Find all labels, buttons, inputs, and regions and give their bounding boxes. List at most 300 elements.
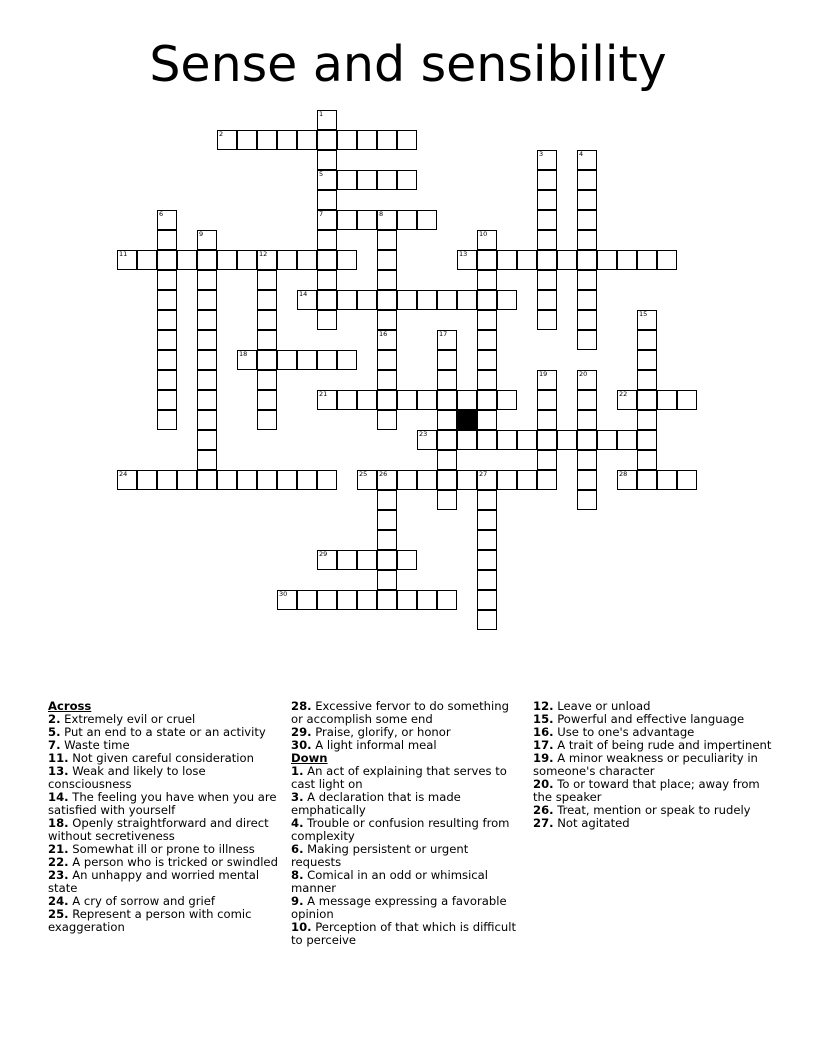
grid-cell[interactable] [637, 450, 657, 470]
grid-cell[interactable] [637, 430, 657, 450]
grid-cell[interactable] [317, 390, 337, 410]
grid-cell[interactable] [477, 330, 497, 350]
grid-cell[interactable] [637, 350, 657, 370]
grid-cell[interactable] [157, 330, 177, 350]
grid-cell[interactable] [157, 370, 177, 390]
grid-cell[interactable] [357, 550, 377, 570]
grid-cell[interactable] [437, 450, 457, 470]
grid-cell[interactable] [237, 130, 257, 150]
grid-cell[interactable] [337, 390, 357, 410]
grid-cell[interactable] [377, 330, 397, 350]
clue-number: 2 [219, 130, 224, 138]
clue-number: 16 [379, 330, 388, 338]
grid-cell[interactable] [297, 590, 317, 610]
grid-cell[interactable] [537, 370, 557, 390]
clue-item-text: Treat, mention or speak to rudely [553, 803, 751, 817]
grid-cell[interactable] [417, 430, 437, 450]
grid-cell[interactable] [217, 470, 237, 490]
grid-cell[interactable] [497, 250, 517, 270]
grid-cell[interactable] [257, 370, 277, 390]
grid-cell[interactable] [157, 210, 177, 230]
grid-cell[interactable] [537, 290, 557, 310]
grid-cell[interactable] [517, 430, 537, 450]
grid-cell[interactable] [257, 350, 277, 370]
clue-item-text: Trouble or confusion resulting from complexity [291, 816, 510, 843]
grid-cell[interactable] [337, 250, 357, 270]
grid-cell[interactable] [117, 470, 137, 490]
grid-cell[interactable] [577, 470, 597, 490]
grid-cell[interactable] [437, 370, 457, 390]
grid-cell[interactable] [437, 390, 457, 410]
grid-cell[interactable] [537, 170, 557, 190]
clue-item-number: 20. [533, 777, 554, 791]
grid-cell[interactable] [397, 390, 417, 410]
grid-cell[interactable] [537, 250, 557, 270]
grid-cell[interactable] [357, 290, 377, 310]
grid-cell[interactable] [257, 310, 277, 330]
clue-number: 24 [119, 470, 128, 478]
grid-cell[interactable] [337, 590, 357, 610]
grid-cell[interactable] [317, 130, 337, 150]
grid-cell[interactable] [477, 570, 497, 590]
grid-cell[interactable] [157, 290, 177, 310]
grid-cell[interactable] [437, 470, 457, 490]
clue-item-text: A cry of sorrow and grief [68, 894, 215, 908]
grid-block [457, 410, 477, 430]
grid-cell[interactable] [297, 250, 317, 270]
grid-cell[interactable] [137, 470, 157, 490]
clue-item [533, 778, 773, 804]
grid-cell[interactable] [217, 250, 237, 270]
down-header: Down [291, 751, 328, 765]
clue-item-number: 1. [291, 764, 304, 778]
clue-number: 9 [199, 230, 204, 238]
grid-cell[interactable] [577, 450, 597, 470]
clue-item-text: Waste time [60, 738, 130, 752]
clue-item-text: The feeling you have when you are satisfied with yourself [48, 790, 277, 817]
grid-cell[interactable] [417, 290, 437, 310]
grid-cell[interactable] [397, 130, 417, 150]
clue-number: 6 [159, 210, 164, 218]
clue-number: 18 [239, 350, 248, 358]
grid-cell[interactable] [477, 290, 497, 310]
clue-item-number: 6. [291, 842, 304, 856]
grid-cell[interactable] [577, 490, 597, 510]
grid-cell[interactable] [197, 370, 217, 390]
grid-cell[interactable] [477, 270, 497, 290]
grid-cell[interactable] [617, 430, 637, 450]
clue-item [533, 752, 773, 778]
grid-cell[interactable] [317, 150, 337, 170]
grid-cell[interactable] [157, 230, 177, 250]
grid-cell[interactable] [577, 410, 597, 430]
grid-cell[interactable] [477, 550, 497, 570]
grid-cell[interactable] [577, 430, 597, 450]
clue-item-text: Use to one's advantage [553, 725, 695, 739]
clue-number: 19 [539, 370, 548, 378]
grid-cell[interactable] [337, 210, 357, 230]
clues-column-2 [291, 700, 521, 947]
grid-cell[interactable] [197, 390, 217, 410]
clue-item-text: Excessive fervor to do something or accomplish some end [291, 699, 509, 726]
grid-cell[interactable] [377, 390, 397, 410]
grid-cell[interactable] [597, 250, 617, 270]
grid-cell[interactable] [617, 390, 637, 410]
clue-item-number: 8. [291, 868, 304, 882]
clue-item-number: 9. [291, 894, 304, 908]
grid-cell[interactable] [657, 390, 677, 410]
grid-cell[interactable] [497, 390, 517, 410]
grid-cell[interactable] [437, 330, 457, 350]
grid-cell[interactable] [457, 430, 477, 450]
grid-cell[interactable] [577, 310, 597, 330]
grid-cell[interactable] [297, 350, 317, 370]
grid-cell[interactable] [477, 390, 497, 410]
grid-cell[interactable] [157, 310, 177, 330]
grid-cell[interactable] [577, 290, 597, 310]
grid-cell[interactable] [397, 590, 417, 610]
grid-cell[interactable] [617, 470, 637, 490]
grid-cell[interactable] [377, 470, 397, 490]
clue-item-text: Not given careful consideration [68, 751, 254, 765]
grid-cell[interactable] [477, 490, 497, 510]
grid-cell[interactable] [377, 530, 397, 550]
grid-cell[interactable] [217, 130, 237, 150]
grid-cell[interactable] [437, 350, 457, 370]
clue-item-text: A minor weakness or peculiarity in someone's character [533, 751, 758, 778]
clue-item-number: 23. [48, 868, 69, 882]
grid-cell[interactable] [357, 170, 377, 190]
grid-cell[interactable] [317, 190, 337, 210]
grid-cell[interactable] [537, 410, 557, 430]
grid-cell[interactable] [317, 350, 337, 370]
grid-cell[interactable] [377, 370, 397, 390]
grid-cell[interactable] [437, 490, 457, 510]
grid-cell[interactable] [197, 270, 217, 290]
clue-item-number: 14. [48, 790, 69, 804]
grid-cell[interactable] [197, 430, 217, 450]
grid-cell[interactable] [557, 430, 577, 450]
grid-cell[interactable] [457, 390, 477, 410]
clue-number: 23 [419, 430, 428, 438]
grid-cell[interactable] [277, 590, 297, 610]
grid-cell[interactable] [377, 250, 397, 270]
clue-item [48, 817, 278, 843]
grid-cell[interactable] [477, 470, 497, 490]
grid-cell[interactable] [237, 470, 257, 490]
grid-cell[interactable] [417, 390, 437, 410]
grid-cell[interactable] [317, 110, 337, 130]
clue-item-text: Somewhat ill or prone to illness [68, 842, 255, 856]
clue-item-text: Put an end to a state or an activity [60, 725, 266, 739]
grid-cell[interactable] [677, 390, 697, 410]
grid-cell[interactable] [477, 230, 497, 250]
clue-item [48, 908, 278, 934]
clue-item-text: Making persistent or urgent requests [291, 842, 469, 869]
clue-item-number: 7. [48, 738, 61, 752]
grid-cell[interactable] [557, 250, 577, 270]
grid-cell[interactable] [377, 230, 397, 250]
grid-cell[interactable] [577, 210, 597, 230]
clue-item-text: A declaration that is made emphatically [291, 790, 461, 817]
grid-cell[interactable] [677, 470, 697, 490]
grid-cell[interactable] [317, 470, 337, 490]
grid-cell[interactable] [357, 130, 377, 150]
grid-cell[interactable] [397, 290, 417, 310]
clue-item-number: 30. [291, 738, 312, 752]
clue-item-text: A message expressing a favorable opinion [291, 894, 507, 921]
clue-item-number: 17. [533, 738, 554, 752]
grid-cell[interactable] [657, 470, 677, 490]
grid-cell[interactable] [517, 250, 537, 270]
grid-cell[interactable] [337, 350, 357, 370]
clue-number: 10 [479, 230, 488, 238]
grid-cell[interactable] [157, 410, 177, 430]
grid-cell[interactable] [377, 590, 397, 610]
grid-cell[interactable] [197, 250, 217, 270]
grid-cell[interactable] [297, 470, 317, 490]
grid-cell[interactable] [537, 310, 557, 330]
grid-cell[interactable] [397, 170, 417, 190]
grid-cell[interactable] [477, 590, 497, 610]
grid-cell[interactable] [617, 250, 637, 270]
grid-cell[interactable] [317, 170, 337, 190]
clue-item-number: 11. [48, 751, 69, 765]
grid-cell[interactable] [197, 290, 217, 310]
clue-number: 3 [539, 150, 544, 158]
grid-cell[interactable] [537, 230, 557, 250]
clue-item-text: Represent a person with comic exaggeration [48, 907, 252, 934]
clue-item-text: Perception of that which is difficult to perceive [291, 920, 516, 947]
grid-cell[interactable] [317, 210, 337, 230]
grid-cell[interactable] [317, 290, 337, 310]
grid-cell[interactable] [657, 250, 677, 270]
grid-cell[interactable] [497, 470, 517, 490]
grid-cell[interactable] [517, 470, 537, 490]
grid-cell[interactable] [537, 190, 557, 210]
grid-cell[interactable] [277, 350, 297, 370]
grid-cell[interactable] [577, 230, 597, 250]
grid-cell[interactable] [197, 410, 217, 430]
grid-cell[interactable] [157, 390, 177, 410]
grid-cell[interactable] [537, 210, 557, 230]
clue-number: 29 [319, 550, 328, 558]
grid-cell[interactable] [257, 250, 277, 270]
grid-cell[interactable] [577, 390, 597, 410]
grid-cell[interactable] [357, 590, 377, 610]
grid-cell[interactable] [157, 470, 177, 490]
grid-cell[interactable] [437, 290, 457, 310]
clue-item-number: 27. [533, 816, 554, 830]
clue-item-number: 18. [48, 816, 69, 830]
grid-cell[interactable] [637, 370, 657, 390]
clue-number: 14 [299, 290, 308, 298]
clue-item-number: 29. [291, 725, 312, 739]
clue-item [533, 817, 773, 830]
grid-cell[interactable] [197, 330, 217, 350]
grid-cell[interactable] [637, 390, 657, 410]
grid-cell[interactable] [397, 210, 417, 230]
grid-cell[interactable] [197, 470, 217, 490]
grid-cell[interactable] [377, 350, 397, 370]
grid-cell[interactable] [377, 510, 397, 530]
grid-cell[interactable] [477, 350, 497, 370]
grid-cell[interactable] [117, 250, 137, 270]
clue-item-number: 24. [48, 894, 69, 908]
clue-item [291, 700, 521, 726]
clue-item [291, 895, 521, 921]
grid-cell[interactable] [257, 130, 277, 150]
grid-cell[interactable] [177, 250, 197, 270]
grid-cell[interactable] [297, 290, 317, 310]
grid-cell[interactable] [417, 210, 437, 230]
grid-cell[interactable] [257, 410, 277, 430]
grid-cell[interactable] [257, 330, 277, 350]
grid-cell[interactable] [317, 310, 337, 330]
grid-cell[interactable] [337, 170, 357, 190]
grid-cell[interactable] [157, 270, 177, 290]
clue-item [291, 791, 521, 817]
grid-cell[interactable] [257, 290, 277, 310]
grid-cell[interactable] [197, 230, 217, 250]
grid-cell[interactable] [317, 230, 337, 250]
grid-cell[interactable] [377, 270, 397, 290]
grid-cell[interactable] [197, 350, 217, 370]
grid-cell[interactable] [477, 530, 497, 550]
grid-cell[interactable] [377, 490, 397, 510]
grid-cell[interactable] [457, 470, 477, 490]
clue-number: 12 [259, 250, 268, 258]
grid-cell[interactable] [577, 330, 597, 350]
clue-number: 21 [319, 390, 328, 398]
grid-cell[interactable] [357, 470, 377, 490]
grid-cell[interactable] [277, 470, 297, 490]
grid-cell[interactable] [337, 130, 357, 150]
grid-cell[interactable] [377, 570, 397, 590]
grid-cell[interactable] [537, 430, 557, 450]
grid-cell[interactable] [577, 250, 597, 270]
grid-cell[interactable] [577, 150, 597, 170]
grid-cell[interactable] [477, 430, 497, 450]
grid-cell[interactable] [537, 270, 557, 290]
grid-cell[interactable] [537, 150, 557, 170]
grid-cell[interactable] [337, 290, 357, 310]
clue-item-text: An act of explaining that serves to cast light on [291, 764, 507, 791]
grid-cell[interactable] [377, 550, 397, 570]
grid-cell[interactable] [477, 610, 497, 630]
grid-cell[interactable] [437, 410, 457, 430]
grid-cell[interactable] [257, 270, 277, 290]
grid-cell[interactable] [397, 550, 417, 570]
grid-cell[interactable] [477, 250, 497, 270]
grid-cell[interactable] [337, 550, 357, 570]
grid-cell[interactable] [477, 410, 497, 430]
clue-number: 25 [359, 470, 368, 478]
grid-cell[interactable] [137, 250, 157, 270]
grid-cell[interactable] [237, 250, 257, 270]
grid-cell[interactable] [257, 390, 277, 410]
grid-cell[interactable] [297, 130, 317, 150]
grid-cell[interactable] [577, 370, 597, 390]
grid-cell[interactable] [317, 590, 337, 610]
grid-cell[interactable] [417, 470, 437, 490]
grid-cell[interactable] [317, 270, 337, 290]
grid-cell[interactable] [537, 450, 557, 470]
grid-cell[interactable] [477, 310, 497, 330]
grid-cell[interactable] [457, 250, 477, 270]
grid-cell[interactable] [637, 470, 657, 490]
grid-cell[interactable] [477, 510, 497, 530]
grid-cell[interactable] [497, 430, 517, 450]
grid-cell[interactable] [357, 210, 377, 230]
clue-number: 17 [439, 330, 448, 338]
grid-cell[interactable] [177, 470, 197, 490]
grid-cell[interactable] [577, 190, 597, 210]
clue-item-text: A light informal meal [311, 738, 437, 752]
grid-cell[interactable] [237, 350, 257, 370]
clue-item-number: 22. [48, 855, 69, 869]
grid-cell[interactable] [577, 170, 597, 190]
grid-cell[interactable] [357, 390, 377, 410]
grid-cell[interactable] [317, 250, 337, 270]
grid-cell[interactable] [377, 170, 397, 190]
grid-cell[interactable] [597, 430, 617, 450]
grid-cell[interactable] [437, 590, 457, 610]
grid-cell[interactable] [577, 270, 597, 290]
grid-cell[interactable] [637, 250, 657, 270]
grid-cell[interactable] [537, 470, 557, 490]
grid-cell[interactable] [377, 290, 397, 310]
grid-cell[interactable] [457, 290, 477, 310]
clue-number: 27 [479, 470, 488, 478]
grid-cell[interactable] [397, 470, 417, 490]
clue-item [291, 921, 521, 947]
clue-item-number: 5. [48, 725, 61, 739]
clue-item-number: 16. [533, 725, 554, 739]
grid-cell[interactable] [377, 130, 397, 150]
grid-cell[interactable] [437, 430, 457, 450]
clue-number: 4 [579, 150, 584, 158]
clue-item [291, 869, 521, 895]
clue-item-number: 12. [533, 699, 554, 713]
grid-cell[interactable] [377, 310, 397, 330]
grid-cell[interactable] [157, 350, 177, 370]
clue-number: 5 [319, 170, 324, 178]
grid-cell[interactable] [277, 250, 297, 270]
clue-item-number: 25. [48, 907, 69, 921]
grid-cell[interactable] [637, 330, 657, 350]
grid-cell[interactable] [277, 130, 297, 150]
grid-cell[interactable] [377, 410, 397, 430]
clue-item-text: Openly straightforward and direct without secretiveness [48, 816, 269, 843]
grid-cell[interactable] [257, 470, 277, 490]
clue-number: 15 [639, 310, 648, 318]
grid-cell[interactable] [497, 290, 517, 310]
grid-cell[interactable] [637, 410, 657, 430]
clue-item [291, 843, 521, 869]
grid-cell[interactable] [537, 390, 557, 410]
grid-cell[interactable] [317, 550, 337, 570]
clue-item-number: 2. [48, 712, 61, 726]
grid-cell[interactable] [197, 450, 217, 470]
grid-cell[interactable] [417, 590, 437, 610]
clue-item-text: Praise, glorify, or honor [311, 725, 451, 739]
grid-cell[interactable] [157, 250, 177, 270]
grid-cell[interactable] [637, 310, 657, 330]
grid-cell[interactable] [377, 210, 397, 230]
grid-cell[interactable] [477, 370, 497, 390]
grid-cell[interactable] [197, 310, 217, 330]
